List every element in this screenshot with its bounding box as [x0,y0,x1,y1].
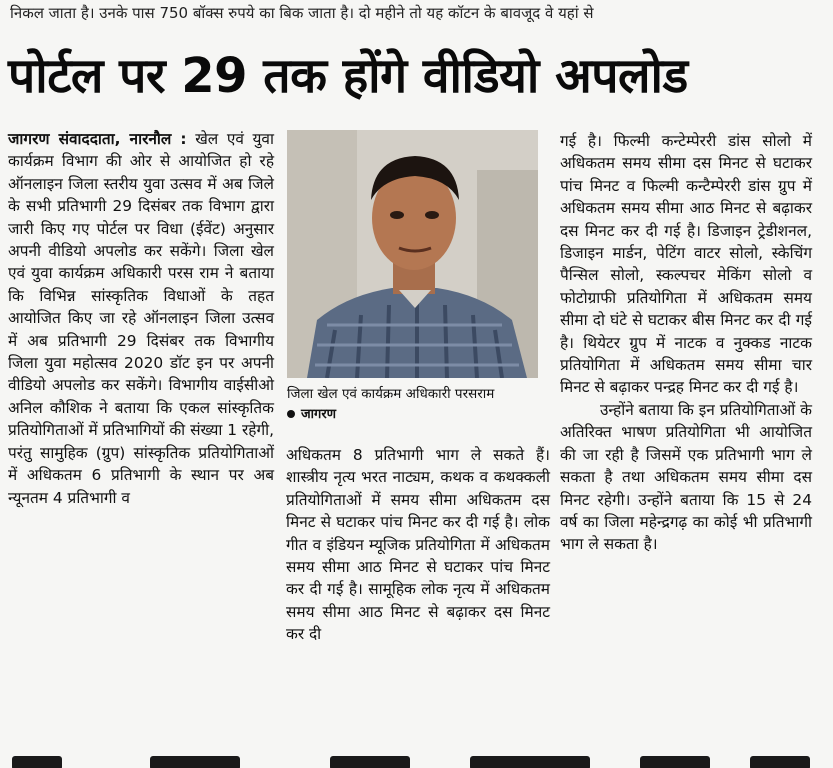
next-headline-strip [0,748,833,768]
cropped-headline-glyph [330,756,410,768]
previous-article-text: निकल जाता है। उनके पास 750 बॉक्स रुपये का बिक जाता है। दो महीने तो यह कॉटन के बावजूद वे यहां से [10,4,594,22]
official-portrait-image [287,130,538,378]
cropped-headline-glyph [640,756,710,768]
photo-caption [287,384,549,432]
cropped-headline-glyph [12,756,62,768]
article-column-3-text-b: उन्होंने बताया कि इन प्रतियोगिताओं के अतिरिक्त भाषण प्रतियोगिता भी आयोजित की जा रही है जिसमें एक प्रतिभागी भाग ले सकता है तथा अधिकतम समय सीमा दस मिनट रहेगी। उन्होंने बताया कि 15 से 24 वर्ष का जिला महेन्द्रगढ़ का कोई भी प्रतिभागी भाग ले सकता है। [560,400,812,554]
byline: जागरण संवाददाता, नारनौल : [8,130,187,148]
bullet-icon [287,410,295,418]
photo-credit [287,404,549,425]
cropped-headline-glyph [150,756,240,768]
cropped-headline-glyph [750,756,810,768]
article-column-3-text-a: गई है। फिल्मी कन्टेम्पेररी डांस सोलो में अधिकतम समय सीमा दस मिनट से घटाकर पांच मिनट व फिल्मी कन्टैम्पेररी डांस ग्रुप में अधिकतम समय सीमा आठ मिनट से बढ़ाकर दस मिनट कर दी गई है। डिजाइन ट्रेडीशनल, डिजाइन मार्डन, पेटिंग वाटर सोलो, स्केचिंग पैन्सिल सोलो, स्कल्पचर मेकिंग सोलो व फोटोग्राफी प्रतियोगिता में अधिकतम समय सीमा दो घंटे से घटाकर बीस मिनट कर दी गई है। थियेटर ग्रुप में नाटक व नुक्कड नाटक प्रतियोगिता में अधिकतम समय सीमा चार मिनट से बढ़ाकर पन्द्रह मिनट कर दी गई है। [560,132,812,397]
previous-article-strip [0,0,833,26]
article-column-2 [286,444,550,740]
official-photo [287,130,538,378]
article-column-3 [560,130,812,742]
article-column-1-text: खेल एवं युवा कार्यक्रम विभाग की ओर से आयोजित हो रहे ऑनलाइन जिला स्तरीय युवा उत्सव में अब जिले के सभी प्रतिभागी 29 दिसंबर तक विभाग द्वारा जारी किए गए पोर्टल पर विधा (ईवेंट) अनुसार अपनी वीडियो अपलोड कर सकेंगे। जिला खेल एवं युवा कार्यक्रम अधिकारी परस राम ने बताया कि विभिन्न सांस्कृतिक विधाओं के तहत आयोजित किए जा रहे ऑनलाइन जिला उत्सव में अब प्रतिभागी 29 दिसंबर तक विभागीय जिला युवा महोत्सव 2020 डॉट इन पर अपनी वीडियो अपलोड कर सकेंगे। विभागीय वाईसीओ अनिल कौशिक ने बताया कि एकल सांस्कृतिक प्रतियोगिताओं में प्रतिभागियों की संख्या 1 रहेगी, परंतु सामुहिक (ग्रुप) सांस्कृतिक प्रतियोगिताओं में अधिकतम 6 प्रतिभागी के स्थान पर अब न्यूनतम 4 प्रतिभागी व [8,130,274,507]
headline: पोर्टल पर 29 तक होंगे वीडियो अपलोड [8,48,688,104]
photo-caption-text: जिला खेल एवं कार्यक्रम अधिकारी परसराम [287,386,495,402]
photo-credit-text: जागरण [301,407,337,422]
article-column-2-text: अधिकतम 8 प्रतिभागी भाग ले सकते हैं। शास्त्रीय नृत्य भरत नाट्यम, कथक व कथक्कली प्रतियोगिताओं में समय सीमा अधिकतम दस मिनट से घटाकर पांच मिनट कर दी गई है। लोक गीत व इंडियन म्यूजिक प्रतियोगिता में अधिकतम समय सीमा आठ मिनट से घटाकर पांच मिनट कर दी गई है। सामूहिक लोक नृत्य में अधिकतम समय सीमा आठ मिनट से बढ़ाकर दस मिनट कर दी [286,446,550,644]
cropped-headline-glyph [470,756,590,768]
article-column-1 [8,128,274,740]
